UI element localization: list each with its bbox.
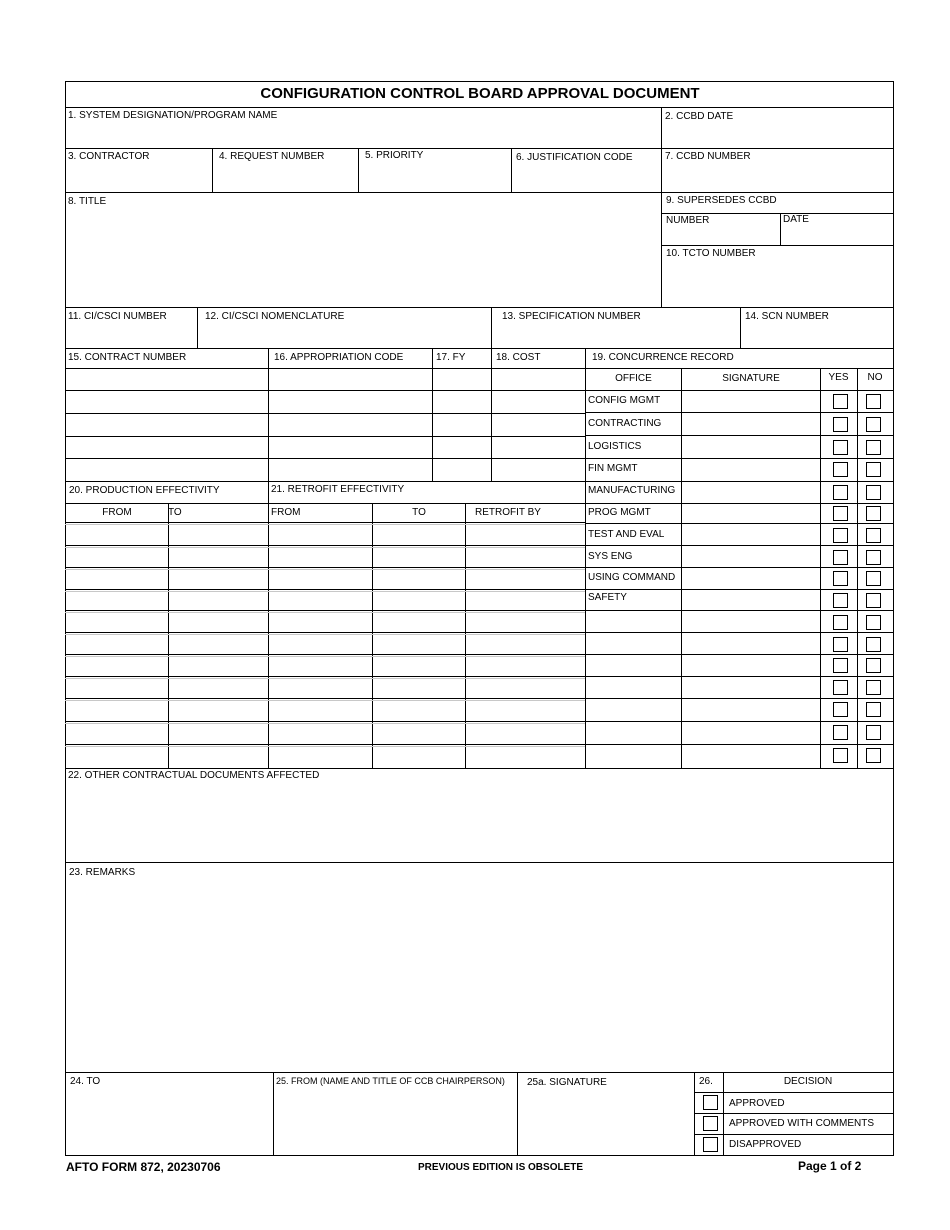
label-13: 13. SPECIFICATION NUMBER xyxy=(502,311,641,322)
yes-checkbox[interactable] xyxy=(833,394,848,409)
label-11: 11. CI/CSCI NUMBER xyxy=(68,311,167,322)
ccbd-number-field[interactable] xyxy=(665,164,891,190)
request-number-field[interactable] xyxy=(215,164,355,190)
label-5: 5. PRIORITY xyxy=(365,150,424,161)
rule xyxy=(661,245,894,246)
other-documents-field[interactable] xyxy=(68,784,891,860)
signature-field[interactable] xyxy=(520,1090,691,1152)
program-name-field[interactable] xyxy=(68,123,658,147)
rule xyxy=(273,1072,274,1155)
office-label: LOGISTICS xyxy=(588,441,642,452)
no-checkbox[interactable] xyxy=(866,528,881,543)
label-9-date: DATE xyxy=(783,214,809,225)
label-20: 20. PRODUCTION EFFECTIVITY xyxy=(69,485,220,496)
yes-checkbox[interactable] xyxy=(833,637,848,652)
rule xyxy=(465,503,466,768)
rule xyxy=(661,213,894,214)
rule xyxy=(65,307,894,308)
appropriation-code-cells[interactable] xyxy=(270,370,430,479)
yes-checkbox[interactable] xyxy=(833,462,848,477)
rule xyxy=(65,148,894,149)
decision-option-disapproved: DISAPPROVED xyxy=(729,1139,802,1150)
label-10: 10. TCTO NUMBER xyxy=(666,248,756,259)
concurrence-yes-header: YES xyxy=(828,372,849,383)
label-17: 17. FY xyxy=(436,352,466,363)
frame-top xyxy=(65,81,894,82)
form-id: AFTO FORM 872, 20230706 xyxy=(66,1160,221,1174)
from-chairperson-field[interactable] xyxy=(276,1090,514,1152)
title-field[interactable] xyxy=(68,210,658,305)
frame-bottom xyxy=(65,1155,894,1156)
supersedes-date-field[interactable] xyxy=(783,228,891,244)
decision-header: DECISION xyxy=(783,1076,833,1087)
rule xyxy=(585,348,586,768)
label-14: 14. SCN NUMBER xyxy=(745,311,829,322)
yes-checkbox[interactable] xyxy=(833,748,848,763)
rule xyxy=(65,522,585,523)
rule xyxy=(372,503,373,768)
specification-number-field[interactable] xyxy=(494,324,737,346)
page-number: Page 1 of 2 xyxy=(798,1159,862,1173)
rule xyxy=(694,1134,894,1135)
ccbd-date-field[interactable] xyxy=(665,123,891,147)
no-checkbox[interactable] xyxy=(866,440,881,455)
rule xyxy=(65,368,894,369)
decision-option-approved: APPROVED xyxy=(729,1098,785,1109)
label-21-from: FROM xyxy=(271,507,301,518)
rule xyxy=(780,213,781,245)
office-label: PROG MGMT xyxy=(588,507,651,518)
office-label: TEST AND EVAL xyxy=(588,529,665,540)
yes-checkbox[interactable] xyxy=(833,440,848,455)
label-6: 6. JUSTIFICATION CODE xyxy=(516,152,633,163)
label-9: 9. SUPERSEDES CCBD xyxy=(666,195,777,206)
priority-field[interactable] xyxy=(361,164,508,190)
yes-checkbox[interactable] xyxy=(833,615,848,630)
yes-checkbox[interactable] xyxy=(833,593,848,608)
rule xyxy=(358,148,359,192)
office-label: MANUFACTURING xyxy=(588,485,676,496)
office-label: SAFETY xyxy=(588,592,627,603)
no-checkbox[interactable] xyxy=(866,485,881,500)
rule xyxy=(585,390,894,391)
rule xyxy=(65,192,894,193)
no-checkbox[interactable] xyxy=(866,702,881,717)
fy-cells[interactable] xyxy=(434,370,489,479)
rule xyxy=(65,1072,894,1073)
rule xyxy=(65,107,894,108)
rule xyxy=(694,1092,894,1093)
frame-left xyxy=(65,81,66,1156)
office-label: CONFIG MGMT xyxy=(588,395,661,406)
label-18: 18. COST xyxy=(496,352,541,363)
label-24: 24. TO xyxy=(70,1076,101,1087)
justification-code-field[interactable] xyxy=(514,164,659,190)
office-label: FIN MGMT xyxy=(588,463,638,474)
no-checkbox[interactable] xyxy=(866,417,881,432)
no-checkbox[interactable] xyxy=(866,748,881,763)
yes-checkbox[interactable] xyxy=(833,571,848,586)
label-8: 8. TITLE xyxy=(68,196,107,207)
yes-checkbox[interactable] xyxy=(833,550,848,565)
retrofit-to-cells[interactable] xyxy=(374,526,463,766)
edition-note: PREVIOUS EDITION IS OBSOLETE xyxy=(418,1162,584,1173)
no-checkbox[interactable] xyxy=(866,615,881,630)
no-checkbox[interactable] xyxy=(866,506,881,521)
rule xyxy=(65,503,585,504)
concurrence-signature-header: SIGNATURE xyxy=(722,373,780,384)
rule xyxy=(65,862,894,863)
disapproved-checkbox[interactable] xyxy=(703,1137,718,1152)
no-checkbox[interactable] xyxy=(866,637,881,652)
yes-checkbox[interactable] xyxy=(833,702,848,717)
label-1: 1. SYSTEM DESIGNATION/PROGRAM NAME xyxy=(68,110,278,121)
ci-number-field[interactable] xyxy=(68,324,194,346)
to-field[interactable] xyxy=(68,1090,270,1152)
label-25a: 25a. SIGNATURE xyxy=(527,1077,607,1088)
rule xyxy=(681,368,682,768)
label-2: 2. CCBD DATE xyxy=(665,111,734,122)
no-checkbox[interactable] xyxy=(866,394,881,409)
label-20-to: TO xyxy=(168,507,182,518)
rule xyxy=(65,768,894,769)
rule xyxy=(511,148,512,192)
label-26: 26. xyxy=(699,1076,713,1087)
label-20-from: FROM xyxy=(102,507,132,518)
concurrence-signature-cells[interactable] xyxy=(683,392,818,766)
label-9-number: NUMBER xyxy=(666,215,710,226)
production-from-cells[interactable] xyxy=(67,526,166,766)
rule xyxy=(212,148,213,192)
office-label: CONTRACTING xyxy=(588,418,662,429)
approved-with-comments-checkbox[interactable] xyxy=(703,1116,718,1131)
decision-option-approved-with-comments: APPROVED WITH COMMENTS xyxy=(729,1118,875,1129)
approved-checkbox[interactable] xyxy=(703,1095,718,1110)
no-checkbox[interactable] xyxy=(866,462,881,477)
label-16: 16. APPROPRIATION CODE xyxy=(274,352,404,363)
supersedes-number-field[interactable] xyxy=(664,228,777,244)
label-15: 15. CONTRACT NUMBER xyxy=(68,352,187,363)
no-checkbox[interactable] xyxy=(866,658,881,673)
yes-checkbox[interactable] xyxy=(833,417,848,432)
rule xyxy=(65,481,585,482)
rule xyxy=(168,503,169,768)
cost-cells[interactable] xyxy=(493,370,583,479)
concurrence-extra-office-cells[interactable] xyxy=(587,612,679,766)
label-12: 12. CI/CSCI NOMENCLATURE xyxy=(205,311,345,322)
label-7: 7. CCBD NUMBER xyxy=(665,151,751,162)
rule xyxy=(65,524,585,525)
no-checkbox[interactable] xyxy=(866,593,881,608)
contractor-field[interactable] xyxy=(68,164,209,190)
label-21-retrofit-by: RETROFIT BY xyxy=(475,507,541,518)
yes-checkbox[interactable] xyxy=(833,485,848,500)
yes-checkbox[interactable] xyxy=(833,506,848,521)
yes-checkbox[interactable] xyxy=(833,680,848,695)
frame-right xyxy=(893,81,894,1156)
rule xyxy=(740,307,741,348)
rule xyxy=(820,368,821,768)
rule xyxy=(694,1113,894,1114)
yes-checkbox[interactable] xyxy=(833,658,848,673)
no-checkbox[interactable] xyxy=(866,725,881,740)
label-22: 22. OTHER CONTRACTUAL DOCUMENTS AFFECTED xyxy=(68,770,320,781)
label-25: 25. FROM (NAME AND TITLE OF CCB CHAIRPERSON) xyxy=(276,1076,505,1086)
rule xyxy=(517,1072,518,1155)
no-checkbox[interactable] xyxy=(866,550,881,565)
yes-checkbox[interactable] xyxy=(833,528,848,543)
no-checkbox[interactable] xyxy=(866,680,881,695)
concurrence-office-header: OFFICE xyxy=(615,373,652,384)
office-label: USING COMMAND xyxy=(588,572,676,583)
scn-number-field[interactable] xyxy=(743,324,891,346)
label-21-to: TO xyxy=(412,507,426,518)
rule xyxy=(491,307,492,348)
yes-checkbox[interactable] xyxy=(833,725,848,740)
label-23: 23. REMARKS xyxy=(69,867,136,878)
rule xyxy=(661,107,662,307)
rule xyxy=(65,348,894,349)
ci-nomenclature-field[interactable] xyxy=(200,324,488,346)
retrofit-from-cells[interactable] xyxy=(270,526,370,766)
label-4: 4. REQUEST NUMBER xyxy=(219,151,325,162)
office-label: SYS ENG xyxy=(588,551,633,562)
label-19: 19. CONCURRENCE RECORD xyxy=(592,352,734,363)
label-21: 21. RETROFIT EFFECTIVITY xyxy=(271,484,405,495)
production-to-cells[interactable] xyxy=(170,526,266,766)
concurrence-no-header: NO xyxy=(867,372,883,383)
form-title: CONFIGURATION CONTROL BOARD APPROVAL DOCUMENT xyxy=(260,85,700,102)
retrofit-by-cells[interactable] xyxy=(467,526,583,766)
no-checkbox[interactable] xyxy=(866,571,881,586)
rule xyxy=(857,368,858,768)
label-3: 3. CONTRACTOR xyxy=(68,151,150,162)
contract-number-cells[interactable] xyxy=(67,370,266,479)
remarks-field[interactable] xyxy=(68,881,891,1069)
tcto-number-field[interactable] xyxy=(665,262,891,304)
rule xyxy=(197,307,198,348)
